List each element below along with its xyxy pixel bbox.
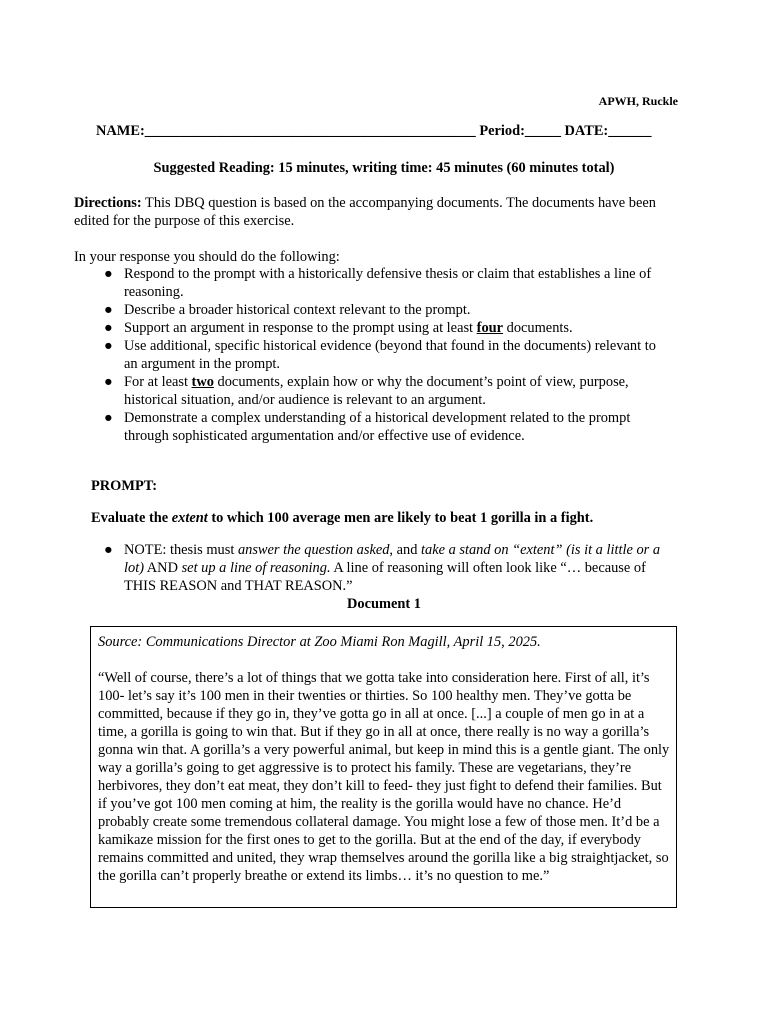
requirement-sourcing-after: documents, explain how or why the document’s point of view, purpose, historical situation, and/or audience is relevant to an argument.: [124, 374, 629, 408]
requirement-sourcing-emphasis: two: [191, 374, 214, 390]
requirement-outside-evidence: Use additional, specific historical evidence (beyond that found in the documents) relevant to an argument in the prompt.: [124, 338, 656, 372]
note-d: take a stand on “extent” (is it a little or a lot): [124, 542, 661, 576]
bullet-icon: ●: [104, 320, 113, 336]
directions-label: Directions:: [74, 195, 142, 211]
document-box: [90, 626, 677, 908]
date-label: DATE:: [564, 123, 609, 139]
prompt-label: PROMPT:: [91, 478, 158, 494]
prompt-before: Evaluate the: [91, 510, 172, 526]
directions-text: This DBQ question is based on the accompanying documents. The documents have been edited for the purpose of this exercise.: [74, 195, 656, 229]
period-blank: _____: [524, 123, 561, 139]
name-blank: ______________________________________________: [144, 123, 476, 139]
requirement-evidence-emphasis: four: [476, 320, 504, 336]
date-blank: ______: [608, 123, 652, 139]
requirement-thesis: Respond to the prompt with a historically defensive thesis or claim that establishes a line of reasoning.: [124, 266, 652, 300]
note-e: AND: [143, 560, 182, 576]
bullet-icon: ●: [104, 302, 113, 318]
requirement-evidence-before: Support an argument in response to the prompt using at least: [124, 320, 477, 336]
list-item: [74, 409, 664, 445]
course-header: APWH, Ruckle: [598, 94, 678, 108]
note-a: NOTE: thesis must: [124, 542, 238, 558]
requirement-sourcing-before: For at least: [124, 374, 192, 390]
document-source: Source: Communications Director at Zoo Miami Ron Magill, April 15, 2025.: [98, 634, 541, 650]
prompt-emphasis: extent: [171, 510, 208, 526]
list-item: [74, 319, 664, 337]
note-g: A line of reasoning will often look like “… because of THIS REASON and THAT REASON.”: [124, 560, 646, 594]
list-item: [74, 301, 664, 319]
requirement-complexity: Demonstrate a complex understanding of a historical development related to the prompt through sophisticated argumentation and/or effective use of evidence.: [124, 410, 631, 444]
bullet-icon: ●: [104, 374, 113, 390]
bullet-icon: ●: [104, 410, 113, 426]
note-b: answer the question asked: [237, 542, 390, 558]
directions-paragraph: [74, 194, 694, 230]
suggested-reading: Suggested Reading: 15 minutes, writing time: 45 minutes (60 minutes total): [153, 160, 615, 176]
note-f: set up a line of reasoning.: [181, 560, 331, 576]
list-item: [74, 541, 664, 595]
document-quote: “Well of course, there’s a lot of things that we gotta take into consideration here. First of all, it’s 100- let’s say it’s 100 men in their twenties or thirties. So 100 healthy men. They’ve gotta be committed, because if they go in, they’ve gotta go in all at once. [...] a couple of men go in at a time, a gorilla is going to win that. But if they go in all at once, there really is no way a gorilla’s gonna win that. A gorilla’s a very powerful animal, but keep in mind this is a gentle giant. The only way a gorilla’s going to get aggressive is to protect his family. These are vegetarians, they’re herbivores, they don’t eat meat, they don’t kill to feed- they just fight to defend their families. But if you’ve got 100 men coming at him, the reality is the gorilla would have no chance. He’d probably create some tremendous collateral damage. You might lose a few of those men. It’d be a kamikaze mission for the first ones to get to the gorilla. But at the end of the day, if everybody remains committed and united, they wrap themselves around the gorilla like a big straightjacket, so the gorilla can’t properly breathe or extend its limbs… it’s no question to me.”: [98, 670, 670, 884]
name-line: [96, 122, 696, 140]
note-list: [74, 541, 674, 595]
list-item: [74, 265, 664, 301]
bullet-icon: ●: [104, 338, 113, 354]
document-heading: Document 1: [347, 596, 421, 612]
requirement-context: Describe a broader historical context relevant to the prompt.: [124, 302, 471, 318]
name-label: NAME:: [96, 123, 145, 139]
response-intro: In your response you should do the following:: [74, 249, 340, 265]
period-label: Period:: [479, 123, 525, 139]
prompt-after: to which 100 average men are likely to beat 1 gorilla in a fight.: [207, 510, 594, 526]
list-item: [74, 337, 664, 373]
bullet-icon: ●: [104, 266, 113, 282]
bullet-icon: ●: [104, 542, 113, 558]
requirement-evidence-after: documents.: [503, 320, 573, 336]
list-item: [74, 373, 664, 409]
requirements-list: [74, 265, 674, 445]
prompt-question: [91, 509, 691, 527]
note-c: , and: [389, 542, 421, 558]
